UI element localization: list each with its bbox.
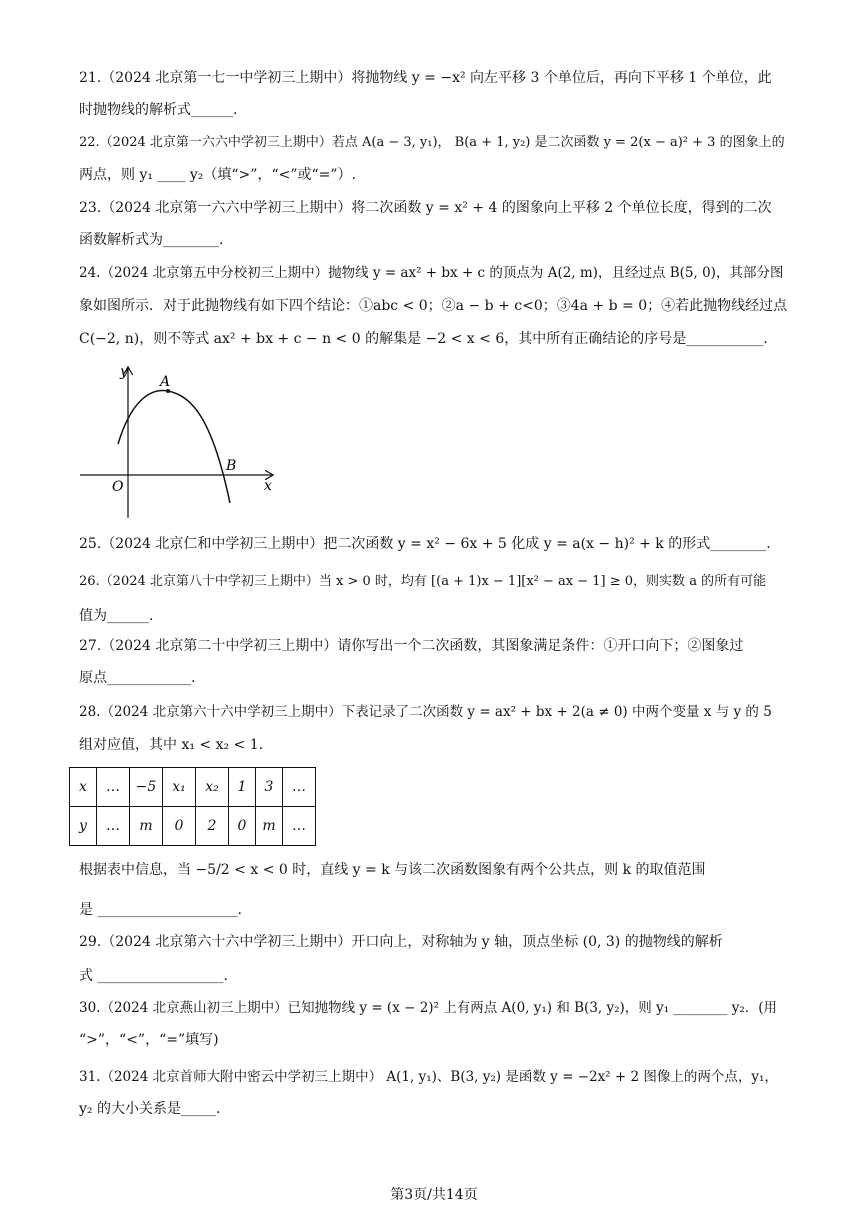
origin-label: O (112, 479, 124, 495)
q28-line-4: 是 ____________________. (79, 902, 242, 918)
q24-line-3: C(−2, n)，则不等式 ax² + bx + c − n < 0 的解集是 −2 < x < 6，其中所有正确结论的序号是___________. (79, 331, 768, 347)
table-cell: … (283, 768, 316, 807)
q29-line-2: 式 __________________. (79, 968, 228, 984)
x-axis-label: x (264, 478, 272, 494)
q30-line-1: 30.（2024 北京燕山初三上期中）已知抛物线 y = (x − 2)² 上有两点 A(0, y₁) 和 B(3, y₂)，则 y₁ ________ y₂．(用 (79, 1000, 778, 1016)
q25-line-1: 25.（2024 北京仁和中学初三上期中）把二次函数 y = x² − 6x + 5 化成 y = a(x − h)² + k 的形式________. (79, 536, 771, 552)
q30-line-2: “>”，“<”，“=”填写) (79, 1032, 219, 1048)
table-cell: x₂ (196, 768, 229, 807)
table-row-y (70, 807, 316, 846)
q22-line-2: 两点，则 y₁ ____ y₂（填“>”，“<”或“=”）. (79, 167, 356, 183)
table-cell: −5 (130, 768, 163, 807)
table-cell: 0 (229, 807, 256, 846)
table-cell: x₁ (163, 768, 196, 807)
q26-line-1: 26.（2024 北京第八十中学初三上期中）当 x > 0 时，均有 [(a + 1)x − 1][x² − ax − 1] ≥ 0，则实数 a 的所有可能 (79, 574, 767, 589)
q23-line-1: 23.（2024 北京第一六六中学初三上期中）将二次函数 y = x² + 4 的图象向上平移 2 个单位长度，得到的二次 (79, 200, 772, 216)
q31-line-2: y₂ 的大小关系是_____. (79, 1101, 221, 1117)
q28-line-2: 组对应值，其中 x₁ < x₂ < 1. (79, 737, 264, 753)
table-cell: m (130, 807, 163, 846)
table-row-x (70, 768, 316, 807)
point-a-label: A (160, 374, 171, 390)
q21-line-2: 时抛物线的解析式______. (79, 102, 238, 118)
table-cell: m (256, 807, 283, 846)
q24-line-1: 24.（2024 北京第五中分校初三上期中）抛物线 y = ax² + bx + c 的顶点为 A(2, m)，且经过点 B(5, 0)，其部分图 (79, 265, 784, 281)
q28-line-3: 根据表中信息，当 −5/2 < x < 0 时，直线 y = k 与该二次函数图象有两个公共点，则 k 的取值范围 (79, 862, 706, 878)
values-table (69, 767, 316, 846)
table-cell: 3 (256, 768, 283, 807)
q22-line-1: 22.（2024 北京第一六六中学初三上期中）若点 A(a − 3, y₁)， B(a + 1, y₂) 是二次函数 y = 2(x − a)² + 3 的图象上的 (79, 135, 785, 150)
table-cell: 1 (229, 768, 256, 807)
parabola-graph (72, 358, 282, 523)
table-cell: … (283, 807, 316, 846)
y-axis-label: y (120, 364, 128, 380)
q31-line-1: 31.（2024 北京首师大附中密云中学初三上期中） A(1, y₁)、B(3, y₂) 是函数 y = −2x² + 2 图像上的两个点，y₁， (79, 1069, 778, 1085)
q29-line-1: 29.（2024 北京第六十六中学初三上期中）开口向上，对称轴为 y 轴，顶点坐标 (0, 3) 的抛物线的解析 (79, 934, 723, 950)
q27-line-2: 原点____________. (79, 670, 196, 686)
q27-line-1: 27.（2024 北京第二十中学初三上期中）请你写出一个二次函数，其图象满足条件：①开口向下；②图象过 (79, 638, 744, 654)
table-cell: y (70, 807, 97, 846)
page-footer: 第3页/共14页 (390, 1187, 478, 1203)
q24-line-2: 象如图所示．对于此抛物线有如下四个结论：①abc < 0；②a − b + c<0；③4a + b = 0；④若此抛物线经过点 (79, 298, 788, 314)
q21-line-1: 21.（2024 北京第一七一中学初三上期中）将抛物线 y = −x² 向左平移 3 个单位后，再向下平移 1 个单位，此 (79, 70, 772, 86)
q26-line-2: 值为______. (79, 608, 154, 624)
table-cell: … (97, 768, 130, 807)
q28-line-1: 28.（2024 北京第六十六中学初三上期中）下表记录了二次函数 y = ax² + bx + 2(a ≠ 0) 中两个变量 x 与 y 的 5 (79, 704, 772, 720)
table-cell: 0 (163, 807, 196, 846)
q23-line-2: 函数解析式为________. (79, 232, 224, 248)
table-cell: 2 (196, 807, 229, 846)
table-cell: x (70, 768, 97, 807)
parabola-curve (118, 391, 230, 503)
table-cell: … (97, 807, 130, 846)
point-b-label: B (226, 458, 237, 474)
